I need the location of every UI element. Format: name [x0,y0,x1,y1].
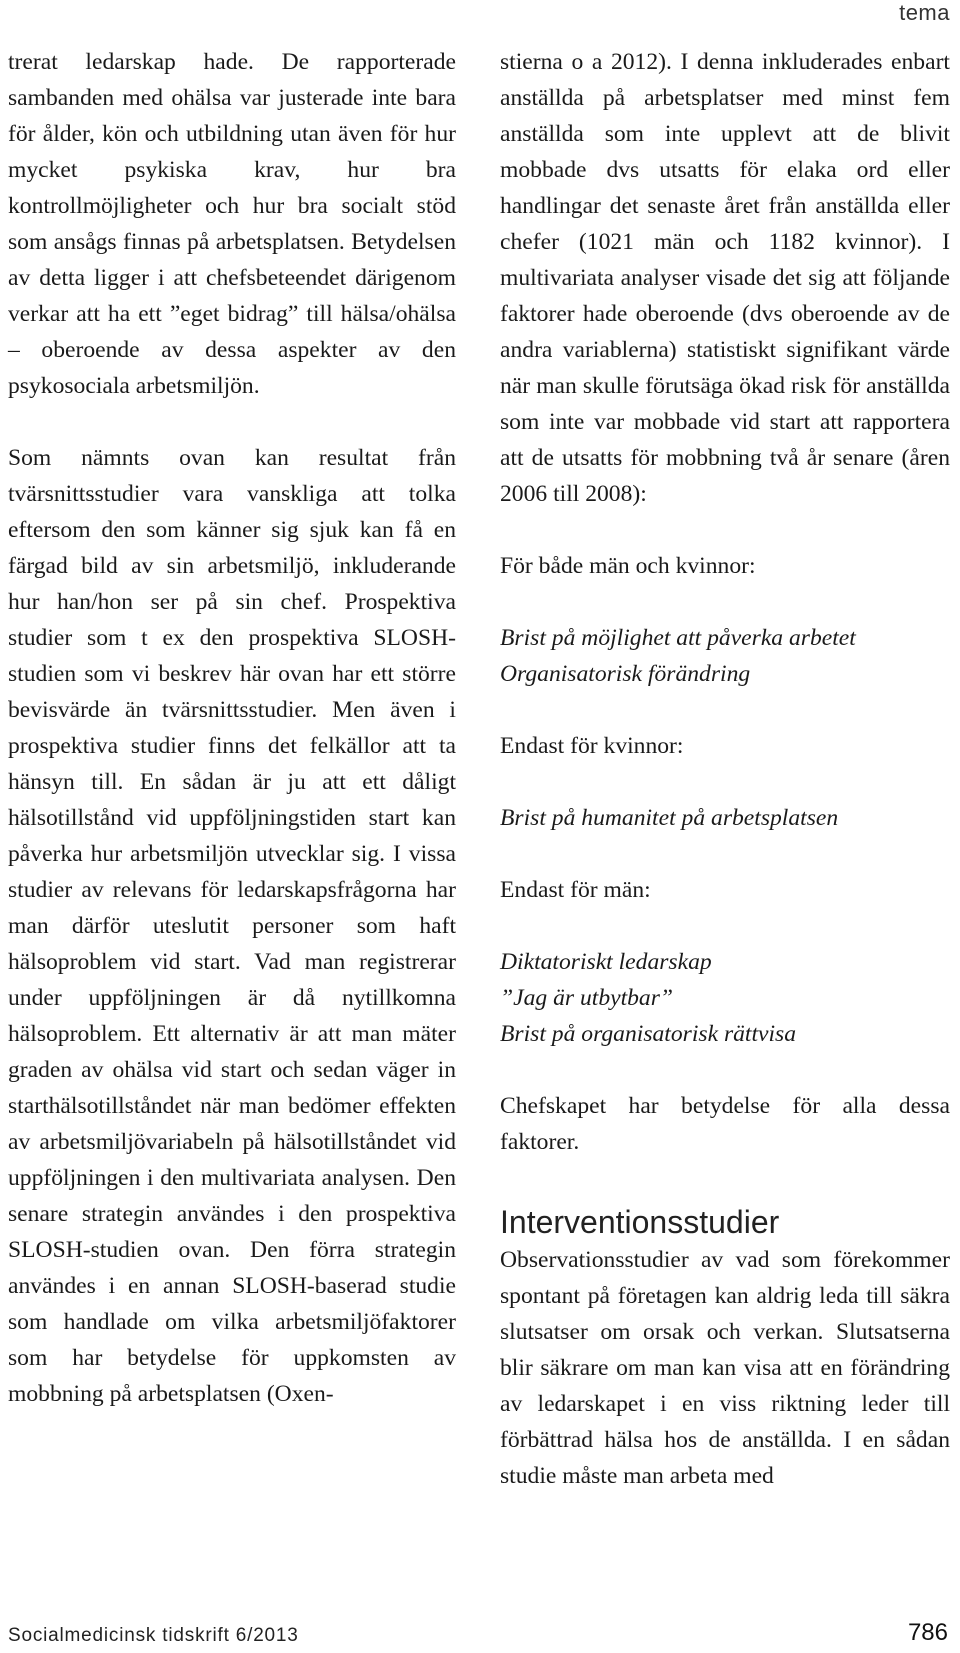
section-tag: tema [899,0,950,25]
group-women-items [500,800,950,836]
group-both-genders [500,548,950,584]
factor-item: Brist på humanitet på arbetsplatsen [500,805,839,831]
left-column [8,44,456,1412]
journal-name: Socialmedicinsk tidskrift 6/2013 [8,1625,299,1646]
body-paragraph: Observationsstudier av vad som förekommer spontant på företagen kan aldrig leda till säkra slutsatser om orsak och verkan. Slutsatserna blir säkrare om man kan visa att en förändring av ledarskapet i en viss riktning leder till förbättrad hälsa hos de anställda. I en sådan studie måste man arbeta med [500,1247,950,1489]
body-paragraph: Som nämnts ovan kan resultat från tvärsnittsstudier vara vanskliga att tolka eftersom den som känner sig sjuk kan få en färgad bild av sin arbetsmiljö, inkluderande hur han/hon ser på sin chef. Prospektiva studier som t ex den prospektiva SLOSH- studien som vi beskrev här ovan har ett större bevisvärde än tvärsnittsstudier. Men även i prospektiva studier finns det felkällor att ta hänsyn till. En sådan är ju att ett dåligt hälsotillstånd vid uppföljningstiden start kan påverka hur arbetsmiljön utvecklar sig. I vissa studier av relevans för ledarskapsfrågorna har man därför uteslutit personer som haft hälsoproblem vid start. Vad man registrerar under uppföljningen är då nytillkomna hälsoproblem. Ett alternativ är att man mäter graden av ohälsa vid start och sedan väger in starthälsotillståndet när man bedömer effekten av arbetsmiljövariabeln på hälsotillståndet vid uppföljningen i den multivariata analysen. Den senare strategin användes i den prospektiva SLOSH-studien ovan. Den förra strategin användes i en annan SLOSH-baserad studie som handlade om vilka arbetsmiljöfaktorer som har betydelse för uppkomsten av mobbning på arbetsplatsen (Oxen- [8,445,456,1407]
factor-item: ”Jag är utbytbar” [500,985,674,1011]
body-paragraph: stierna o a 2012). I denna inkluderades enbart anställda på arbetsplatser med minst fem anställda som inte upplevt att de blivit mobbade dvs utsatts för elaka ord eller handlingar det senaste året från anställda eller chefer (1021 män och 1182 kvinnor). I multivariata analyser visade det sig att följande faktorer hade oberoende (dvs oberoende av de andra variablerna) statistiskt signifikant värde när man skulle förutsäga ökad risk för anställda som inte var mobbade vid start att rapportera att de utsatts för mobbning två år senare (åren 2006 till 2008): [500,49,950,507]
page-number: 786 [907,1619,948,1646]
factor-item: Organisatorisk förändring [500,661,751,687]
group-women [500,728,950,764]
section-heading: Interventionsstudier [500,1204,780,1240]
group-men [500,872,950,908]
right-column [500,44,950,1494]
group-men-items [500,944,950,1052]
group-label: Endast för kvinnor: [500,733,684,759]
body-paragraph: trerat ledarskap hade. De rapporterade sambanden med ohälsa var justerade inte bara för ålder, kön och utbildning utan även för hur mycket psykiska krav, hur bra kontrollmöjligheter och hur bra socialt stöd som ansågs finnas på arbetsplatsen. Betydelsen av detta ligger i att chefsbeteendet därigenom verkar att ha ett ”eget bidrag” till hälsa/ohälsa – oberoende av dessa aspekter av den psykosociala arbetsmiljön. [8,49,456,399]
group-label: För både män och kvinnor: [500,553,756,579]
group-label: Endast för män: [500,877,651,903]
factor-item: Brist på möjlighet att påverka arbetet [500,625,856,651]
group-both-items [500,620,950,692]
page-footer [8,1619,948,1647]
conclusion-paragraph: Chefskapet har betydelse för alla dessa faktorer. [500,1093,950,1155]
factor-item: Brist på organisatorisk rättvisa [500,1021,797,1047]
factor-item: Diktatoriskt ledarskap [500,949,712,975]
